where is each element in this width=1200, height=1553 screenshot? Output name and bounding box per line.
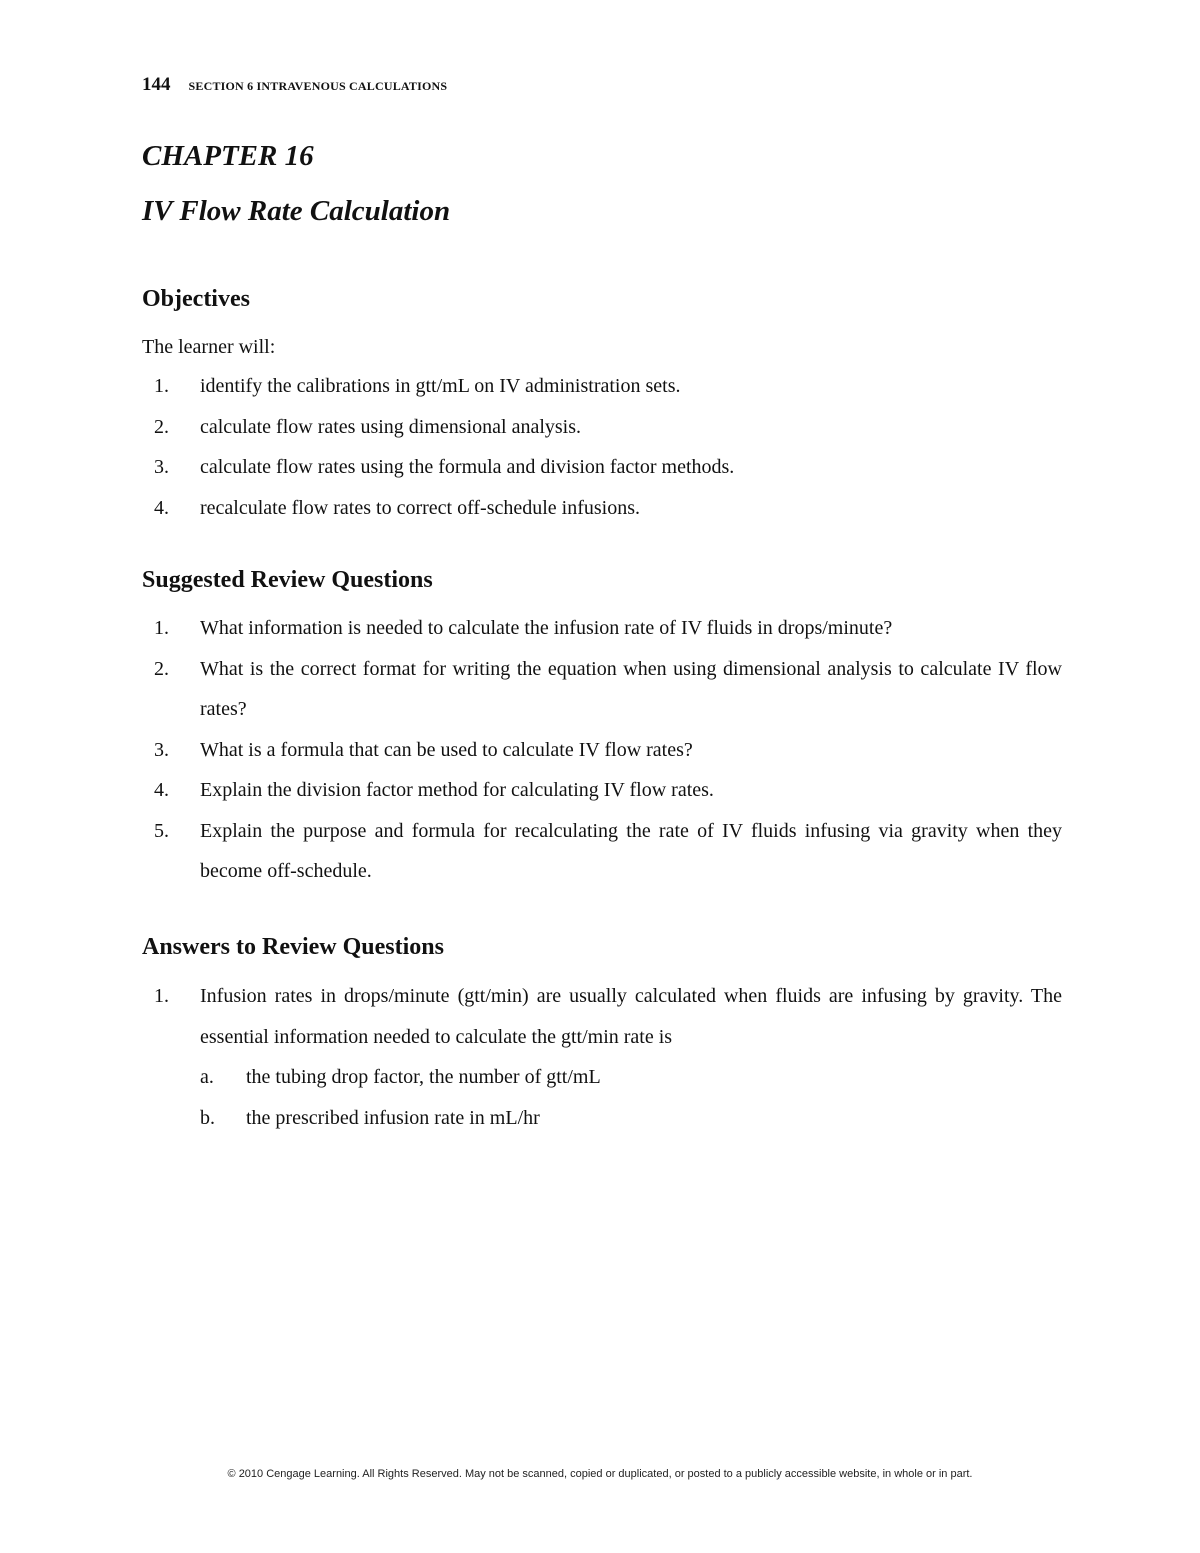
list-marker: 5. xyxy=(154,819,169,842)
list-marker: 3. xyxy=(154,738,169,761)
answer-sub-text: the prescribed infusion rate in mL/hr xyxy=(246,1106,540,1129)
list-item xyxy=(142,366,1062,407)
list-marker: 4. xyxy=(154,496,169,519)
chapter-label: CHAPTER 16 xyxy=(142,140,314,172)
objectives-intro: The learner will: xyxy=(142,336,276,358)
copyright-footer: © 2010 Cengage Learning. All Rights Reserved. May not be scanned, copied or duplicated, or posted to a publicly accessible website, in whole or in part. xyxy=(227,1468,973,1480)
objective-text: calculate flow rates using dimensional analysis. xyxy=(200,415,582,438)
list-marker: 1. xyxy=(154,617,169,639)
answer-sub-text: the tubing drop factor, the number of gtt/mL xyxy=(246,1066,601,1088)
objectives-heading: Objectives xyxy=(142,286,250,312)
review-questions-list xyxy=(142,608,1062,892)
question-text: Explain the purpose and formula for recalculating the rate of IV fluids infusing via gravity when they become off-schedule. xyxy=(200,819,1062,882)
chapter-title: IV Flow Rate Calculation xyxy=(142,195,451,227)
list-marker: b. xyxy=(200,1106,215,1129)
answers-heading: Answers to Review Questions xyxy=(142,934,444,960)
question-text: Explain the division factor method for calculating IV flow rates. xyxy=(200,779,714,801)
running-head xyxy=(142,74,447,96)
list-marker: 3. xyxy=(154,456,169,478)
list-item xyxy=(142,407,1062,448)
page-number: 144 xyxy=(142,74,171,95)
list-item xyxy=(142,976,1062,1138)
objective-text: calculate flow rates using the formula and division factor methods. xyxy=(200,456,735,478)
objective-text: recalculate flow rates to correct off-schedule infusions. xyxy=(200,496,640,519)
list-item xyxy=(142,770,1062,811)
list-item xyxy=(200,1057,1062,1098)
list-item xyxy=(142,608,1062,649)
review-questions-heading: Suggested Review Questions xyxy=(142,567,433,593)
answers-list xyxy=(142,976,1062,1138)
question-text: What is a formula that can be used to calculate IV flow rates? xyxy=(200,738,693,761)
list-marker: 1. xyxy=(154,375,169,397)
answer-sub-list xyxy=(200,1057,1062,1138)
section-label: SECTION 6 INTRAVENOUS CALCULATIONS xyxy=(188,79,448,93)
list-item xyxy=(142,649,1062,730)
question-text: What is the correct format for writing the equation when using dimensional analysis to calculate IV flow rates? xyxy=(200,657,1062,720)
objective-text: identify the calibrations in gtt/mL on IV administration sets. xyxy=(200,375,681,397)
list-item xyxy=(142,488,1062,529)
answer-text: Infusion rates in drops/minute (gtt/min) are usually calculated when fluids are infusing by gravity. The essential information needed to calculate the gtt/min rate is xyxy=(200,985,1062,1048)
list-marker: 4. xyxy=(154,779,169,801)
objectives-list xyxy=(142,366,1062,528)
list-marker: 2. xyxy=(154,657,169,680)
list-marker: 2. xyxy=(154,415,169,438)
list-item xyxy=(142,730,1062,771)
list-item xyxy=(200,1098,1062,1139)
list-item xyxy=(142,447,1062,488)
list-item xyxy=(142,811,1062,892)
list-marker: a. xyxy=(200,1066,214,1088)
list-marker: 1. xyxy=(154,985,169,1007)
question-text: What information is needed to calculate the infusion rate of IV fluids in drops/minute? xyxy=(200,617,893,639)
